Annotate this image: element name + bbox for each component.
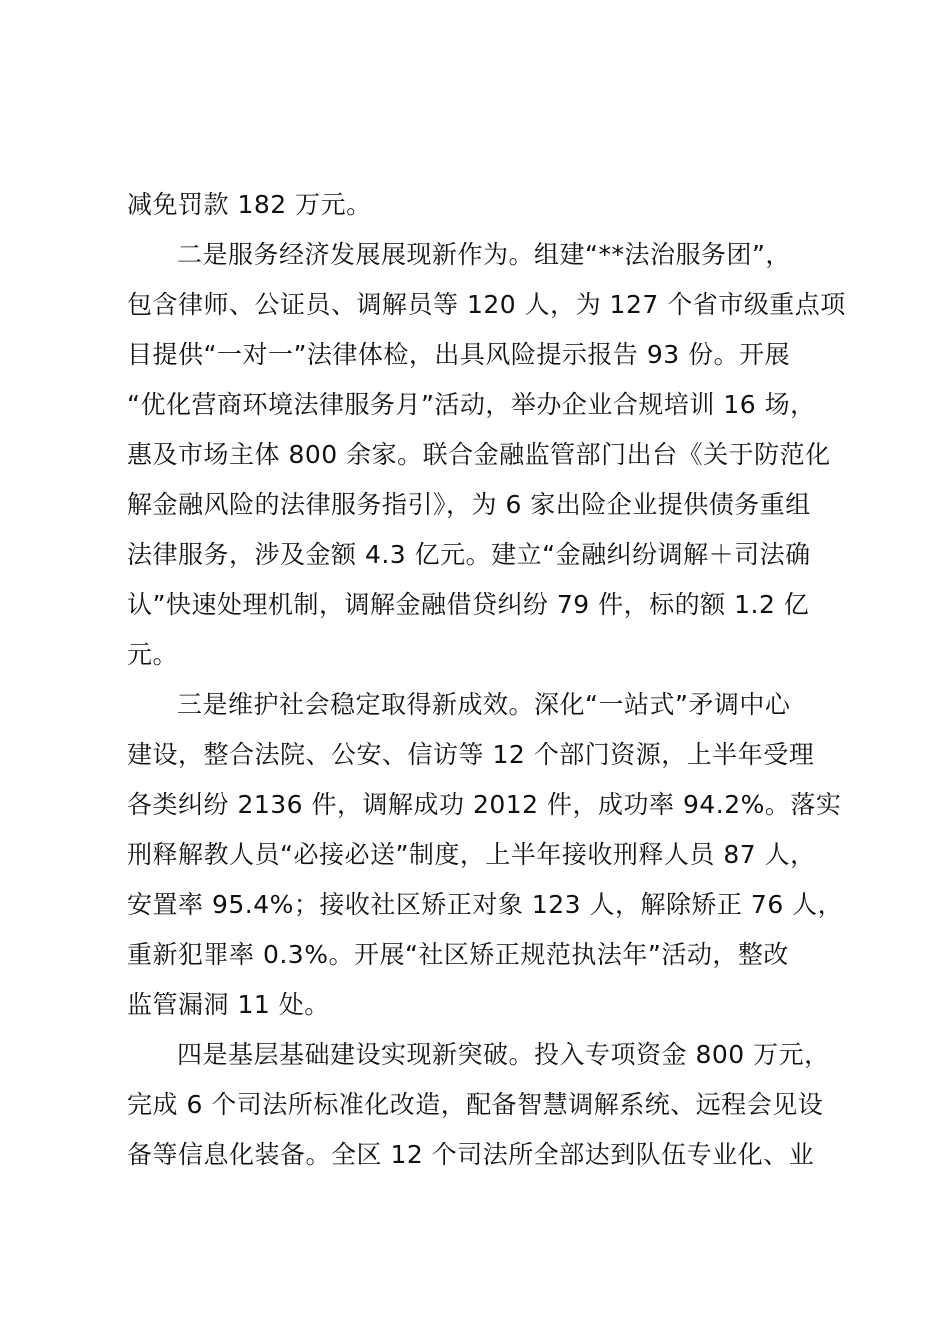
text-line: 包含律师、公证员、调解员等 120 人，为 127 个省市级重点项 xyxy=(127,290,846,319)
text-line: 各类纠纷 2136 件，调解成功 2012 件，成功率 94.2%。落实 xyxy=(127,790,842,819)
text-line: 法律服务，涉及金额 4.3 亿元。建立“金融纠纷调解＋司法确 xyxy=(127,540,811,569)
text-line: 刑释解教人员“必接必送”制度，上半年接收刑释人员 87 人， xyxy=(127,840,816,869)
paragraph-3-first-line: 三是维护社会稳定取得新成效。深化“一站式”矛调中心 xyxy=(177,690,791,719)
text-line: 元。 xyxy=(127,640,179,669)
text-line: 监管漏洞 11 处。 xyxy=(127,990,330,1019)
paragraph-4-first-line: 四是基层基础建设实现新突破。投入专项资金 800 万元， xyxy=(177,1040,830,1069)
text-line: 减免罚款 182 万元。 xyxy=(127,190,372,219)
text-line: 备等信息化装备。全区 12 个司法所全部达到队伍专业化、业 xyxy=(127,1140,815,1169)
text-line: 惠及市场主体 800 余家。联合金融监管部门出台《关于防范化 xyxy=(127,440,831,469)
text-line: 建设，整合法院、公安、信访等 12 个部门资源，上半年受理 xyxy=(127,740,815,769)
text-line: 安置率 95.4%；接收社区矫正对象 123 人，解除矫正 76 人， xyxy=(127,890,844,919)
text-line: 完成 6 个司法所标准化改造，配备智慧调解系统、远程会见设 xyxy=(127,1090,824,1119)
text-line: 解金融风险的法律服务指引》，为 6 家出险企业提供债务重组 xyxy=(127,490,811,519)
text-line: 目提供“一对一”法律体检，出具风险提示报告 93 份。开展 xyxy=(127,340,791,369)
text-line: 认”快速处理机制，调解金融借贷纠纷 79 件，标的额 1.2 亿 xyxy=(127,590,810,619)
text-line: “优化营商环境法律服务月”活动，举办企业合规培训 16 场， xyxy=(127,390,816,419)
paragraph-2-first-line: 二是服务经济发展展现新作为。组建“**法治服务团”， xyxy=(177,240,791,269)
text-line: 重新犯罪率 0.3%。开展“社区矫正规范执法年”活动，整改 xyxy=(127,940,789,969)
